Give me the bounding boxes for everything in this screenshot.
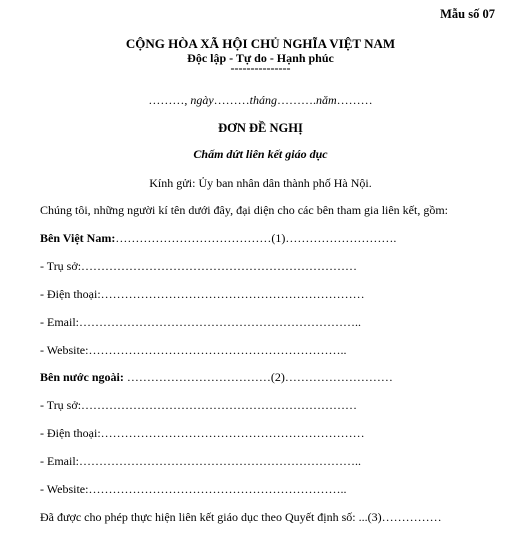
national-heading: CỘNG HÒA XÃ HỘI CHỦ NGHĨA VIỆT NAM xyxy=(125,36,396,51)
foreign-website-line: - Website:……………………………………………………….. xyxy=(40,482,347,496)
dateline-day-label: ngày xyxy=(190,93,214,107)
foreign-email-line: - Email:…………………………………………………………….. xyxy=(40,454,361,468)
foreign-party-line xyxy=(40,370,393,385)
motto-underline: --------------- xyxy=(230,61,291,75)
dateline-place: ………, xyxy=(148,93,191,107)
vietnam-party-label: Bên Việt Nam: xyxy=(40,231,116,245)
intro-paragraph: Chúng tôi, những người kí tên dưới đây, đại diện cho các bên tham gia liên kết, gồm: xyxy=(40,203,449,217)
vietnam-email-line: - Email:…………………………………………………………….. xyxy=(40,315,361,329)
vietnam-party-value: …………………………………(1)………………………. xyxy=(115,231,397,245)
foreign-party-value: ………………………………(2)……………………… xyxy=(123,370,393,384)
vietnam-website-line: - Website:……………………………………………………….. xyxy=(40,343,347,357)
dateline-month-label: tháng xyxy=(249,93,277,107)
foreign-phone-line: - Điện thoại:………………………………………………………… xyxy=(40,426,365,440)
foreign-head-office-line: - Trụ sở:…………………………………………………………… xyxy=(40,398,358,412)
national-motto: Độc lập - Tự do - Hạnh phúc xyxy=(187,51,334,65)
vietnam-phone-line: - Điện thoại:………………………………………………………… xyxy=(40,287,365,301)
document-subtitle: Chấm dứt liên kết giáo dục xyxy=(193,147,328,161)
greeting: Kính gửi: Ủy ban nhân dân thành phố Hà Nội. xyxy=(149,176,372,190)
dateline-year-label: năm xyxy=(316,93,337,107)
vietnam-party-line xyxy=(40,231,396,246)
vietnam-head-office-line: - Trụ sở:…………………………………………………………… xyxy=(40,259,358,273)
form-number: Mẫu số 07 xyxy=(440,7,495,21)
document-title: ĐƠN ĐỀ NGHỊ xyxy=(218,121,303,135)
foreign-party-label: Bên nước ngoài: xyxy=(40,370,124,384)
dateline-day: ……… xyxy=(213,93,250,107)
decision-line: Đã được cho phép thực hiện liên kết giáo dục theo Quyết định số: ...(3)…………… xyxy=(40,510,442,524)
dateline-month: ………. xyxy=(277,93,316,107)
dateline xyxy=(0,93,521,108)
dateline-year: ……… xyxy=(336,93,373,107)
